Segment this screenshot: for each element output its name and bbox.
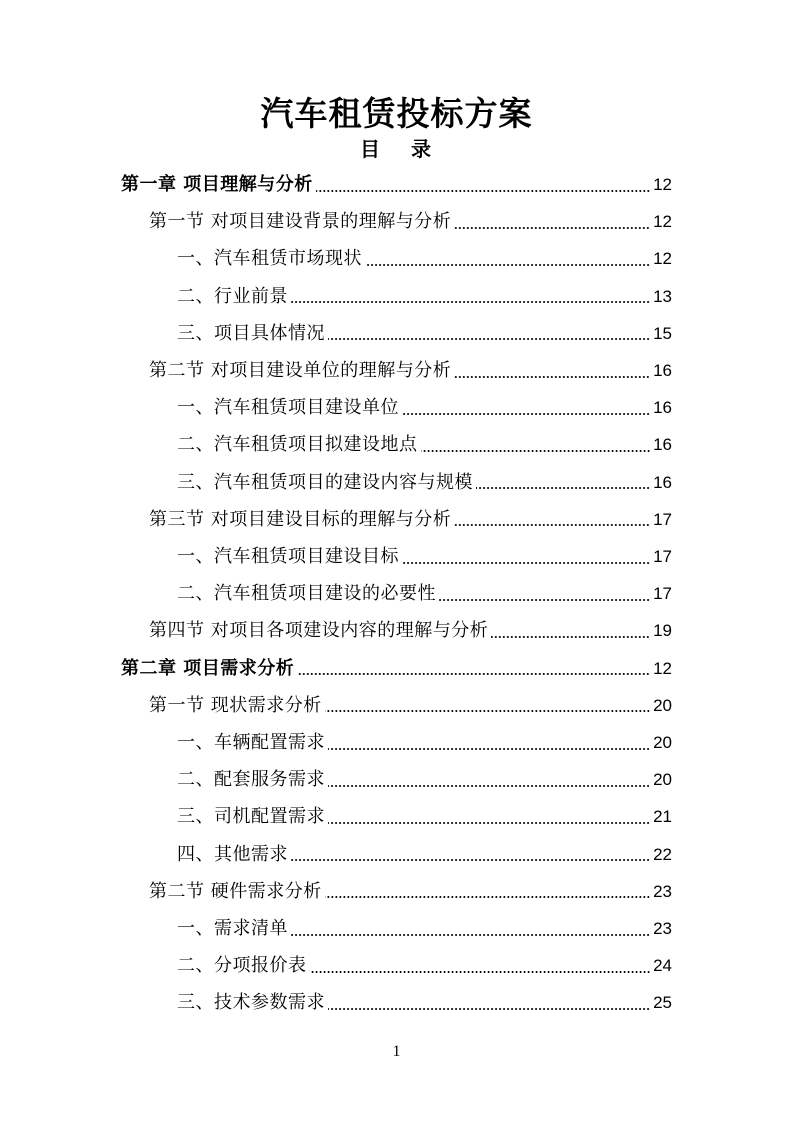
- toc-entry-page: 20: [653, 695, 672, 715]
- toc-dot-leader: [325, 896, 650, 898]
- toc-entry-page: 12: [653, 249, 672, 269]
- toc-entry[interactable]: [121, 166, 672, 203]
- toc-dot-leader: [291, 301, 650, 303]
- toc-entry-title: 第二章 项目需求分析: [121, 657, 295, 679]
- toc-entry[interactable]: [149, 873, 672, 910]
- toc-dot-leader: [454, 227, 650, 229]
- toc-entry-title: 第三节 对项目建设目标的理解与分析: [149, 508, 452, 530]
- toc-entry[interactable]: [177, 575, 672, 612]
- toc-dot-leader: [328, 338, 650, 340]
- toc-entry-title: 二、汽车租赁项目拟建设地点: [177, 434, 418, 456]
- toc-entry-page: 17: [653, 509, 672, 529]
- toc-entry[interactable]: [177, 315, 672, 352]
- toc-dot-leader: [291, 859, 650, 861]
- toc-heading: 目 录: [360, 137, 443, 161]
- document-title: 汽车租赁投标方案: [260, 94, 533, 133]
- toc-entry-page: 25: [653, 993, 672, 1013]
- toc-entry[interactable]: [149, 612, 672, 649]
- toc-dot-leader: [476, 487, 650, 489]
- toc-entry-title: 一、车辆配置需求: [177, 732, 325, 753]
- toc-entry-title: 一、需求清单: [177, 918, 288, 939]
- toc-entry[interactable]: [177, 389, 672, 426]
- toc-entry[interactable]: [177, 240, 672, 277]
- toc-entry[interactable]: [149, 203, 672, 240]
- toc-entry[interactable]: [177, 538, 672, 575]
- toc-entry-title: 一、汽车租赁项目建设目标: [177, 546, 399, 567]
- toc-entry-title: 第二节 对项目建设单位的理解与分析: [149, 360, 452, 381]
- toc-entry-page: 22: [653, 844, 672, 864]
- toc-entry-title: 二、配套服务需求: [177, 769, 325, 791]
- toc-dot-leader: [291, 934, 650, 936]
- toc-entry-title: 第四节 对项目各项建设内容的理解与分析: [149, 620, 489, 642]
- toc-entry-title: 二、行业前景: [177, 285, 288, 307]
- toc-entry-title: 三、项目具体情况: [177, 322, 325, 344]
- toc-entry-page: 12: [653, 212, 672, 232]
- toc-entry-title: 第一节 现状需求分析: [149, 694, 322, 716]
- toc-entry-page: 23: [653, 919, 672, 938]
- toc-entry[interactable]: [177, 798, 672, 835]
- toc-entry-title: 一、汽车租赁项目建设单位: [177, 397, 399, 419]
- toc-entry-page: 17: [653, 584, 672, 604]
- toc-entry[interactable]: [177, 426, 672, 463]
- toc-entry[interactable]: [177, 278, 672, 315]
- toc-entry-title: 三、汽车租赁项目的建设内容与规模: [177, 471, 473, 493]
- toc-entry-page: 23: [653, 881, 672, 901]
- toc-entry-title: 第一节 对项目建设背景的理解与分析: [149, 211, 452, 233]
- toc-entry[interactable]: [177, 910, 672, 947]
- toc-dot-leader: [297, 673, 650, 675]
- toc-entry-title: 二、分项报价表: [177, 955, 307, 977]
- toc-dot-leader: [328, 1008, 650, 1010]
- toc-entry-page: 20: [653, 733, 672, 752]
- toc-entry-title: 一、汽车租赁市场现状: [177, 248, 362, 270]
- toc-entry-page: 16: [653, 361, 672, 380]
- toc-dot-leader: [328, 822, 650, 824]
- toc-dot-leader: [421, 450, 651, 452]
- toc-entry-page: 16: [653, 435, 672, 455]
- toc-entry[interactable]: [149, 352, 672, 389]
- toc-entry-title: 二、汽车租赁项目建设的必要性: [177, 583, 436, 605]
- toc-dot-leader: [402, 413, 650, 415]
- toc-entry-page: 13: [653, 286, 672, 306]
- toc-entry-page: 16: [653, 472, 672, 492]
- toc-entry[interactable]: [177, 464, 672, 501]
- page-number: 1: [392, 1043, 401, 1060]
- toc-entry-page: 21: [653, 807, 672, 827]
- toc-dot-leader: [328, 748, 650, 750]
- toc-dot-leader: [402, 562, 650, 564]
- toc-entry-page: 17: [653, 547, 672, 566]
- toc-entry-page: 12: [653, 175, 672, 194]
- toc-entry-page: 12: [653, 658, 672, 678]
- toc-dot-leader: [310, 971, 651, 973]
- toc-entry-page: 24: [653, 956, 672, 976]
- toc-entry-title: 三、司机配置需求: [177, 806, 325, 828]
- toc-entry[interactable]: [177, 947, 672, 984]
- toc-entry-page: 16: [653, 398, 672, 418]
- toc-entry[interactable]: [177, 984, 672, 1021]
- toc-entry-title: 第一章 项目理解与分析: [121, 174, 313, 195]
- toc-entry[interactable]: [177, 761, 672, 798]
- toc-entry[interactable]: [177, 836, 672, 873]
- toc-dot-leader: [454, 376, 650, 378]
- toc-entry[interactable]: [121, 650, 672, 687]
- toc-entry-title: 三、技术参数需求: [177, 992, 325, 1014]
- toc-entry-page: 15: [653, 323, 672, 343]
- toc-dot-leader: [454, 524, 650, 526]
- toc-dot-leader: [491, 636, 650, 638]
- toc-dot-leader: [325, 710, 650, 712]
- toc-entry-page: 20: [653, 770, 672, 790]
- toc-dot-leader: [328, 785, 650, 787]
- toc-dot-leader: [365, 264, 650, 266]
- toc-entry-page: 19: [653, 621, 672, 641]
- toc-entry[interactable]: [149, 687, 672, 724]
- toc-entry-title: 第二节 硬件需求分析: [149, 880, 322, 902]
- toc-entry-title: 四、其他需求: [177, 843, 288, 865]
- toc-entry[interactable]: [177, 724, 672, 761]
- toc-dot-leader: [316, 190, 650, 192]
- toc-entry[interactable]: [149, 501, 672, 538]
- toc-dot-leader: [439, 599, 650, 601]
